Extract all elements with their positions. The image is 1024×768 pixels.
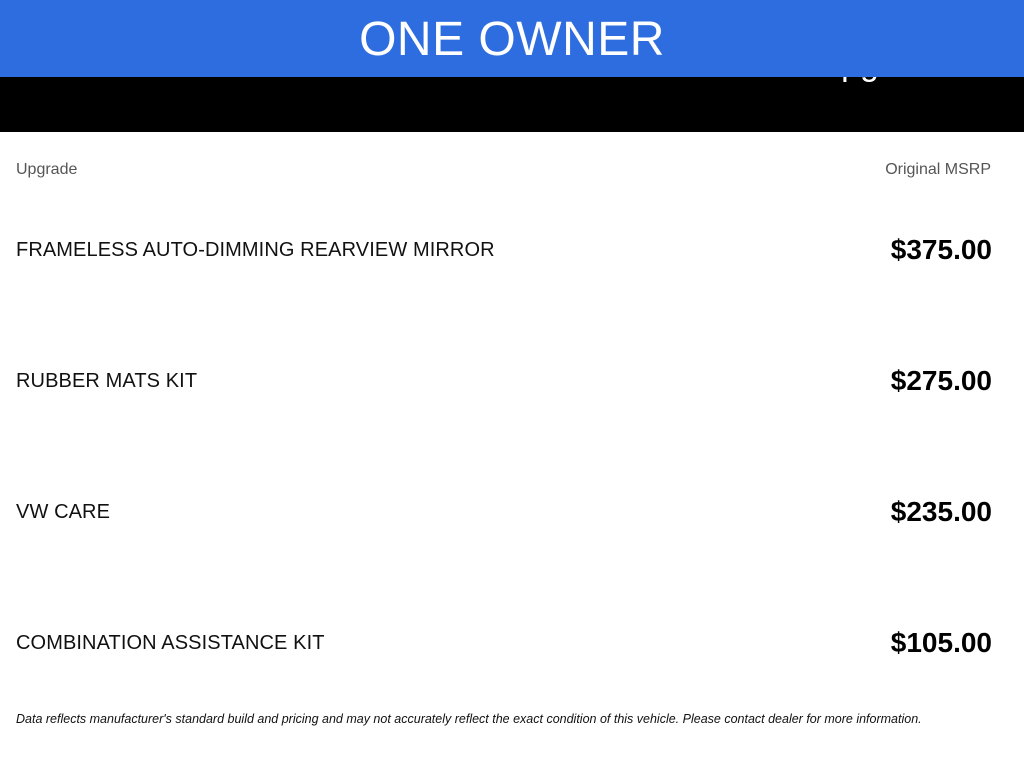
banner-title: ONE OWNER — [359, 12, 665, 66]
upgrade-name: COMBINATION ASSISTANCE KIT — [16, 632, 325, 654]
upgrade-name: FRAMELESS AUTO-DIMMING REARVIEW MIRROR — [16, 239, 495, 261]
upgrade-row — [16, 490, 992, 621]
upgrade-name: VW CARE — [16, 501, 111, 523]
upgrade-price: $375.00 — [890, 234, 992, 265]
upgrade-price: $275.00 — [890, 365, 992, 396]
one-owner-banner — [0, 0, 1024, 77]
disclaimer-text: Data reflects manufacturer's standard build and pricing and may not accurately reflect the exact condition of this vehicle. Please contact dealer for more information. — [16, 712, 922, 726]
upgrade-price: $105.00 — [890, 627, 992, 658]
upgrade-row — [16, 621, 992, 752]
upgrade-price: $235.00 — [890, 496, 992, 527]
msrp-column-label: Original MSRP — [885, 161, 991, 178]
upgrade-column-label: Upgrade — [16, 161, 78, 178]
column-header — [16, 160, 991, 180]
upgrade-name: RUBBER MATS KIT — [16, 370, 198, 392]
upgrade-row — [16, 228, 992, 359]
upgrade-row — [16, 359, 992, 490]
upgrade-list — [16, 228, 992, 752]
